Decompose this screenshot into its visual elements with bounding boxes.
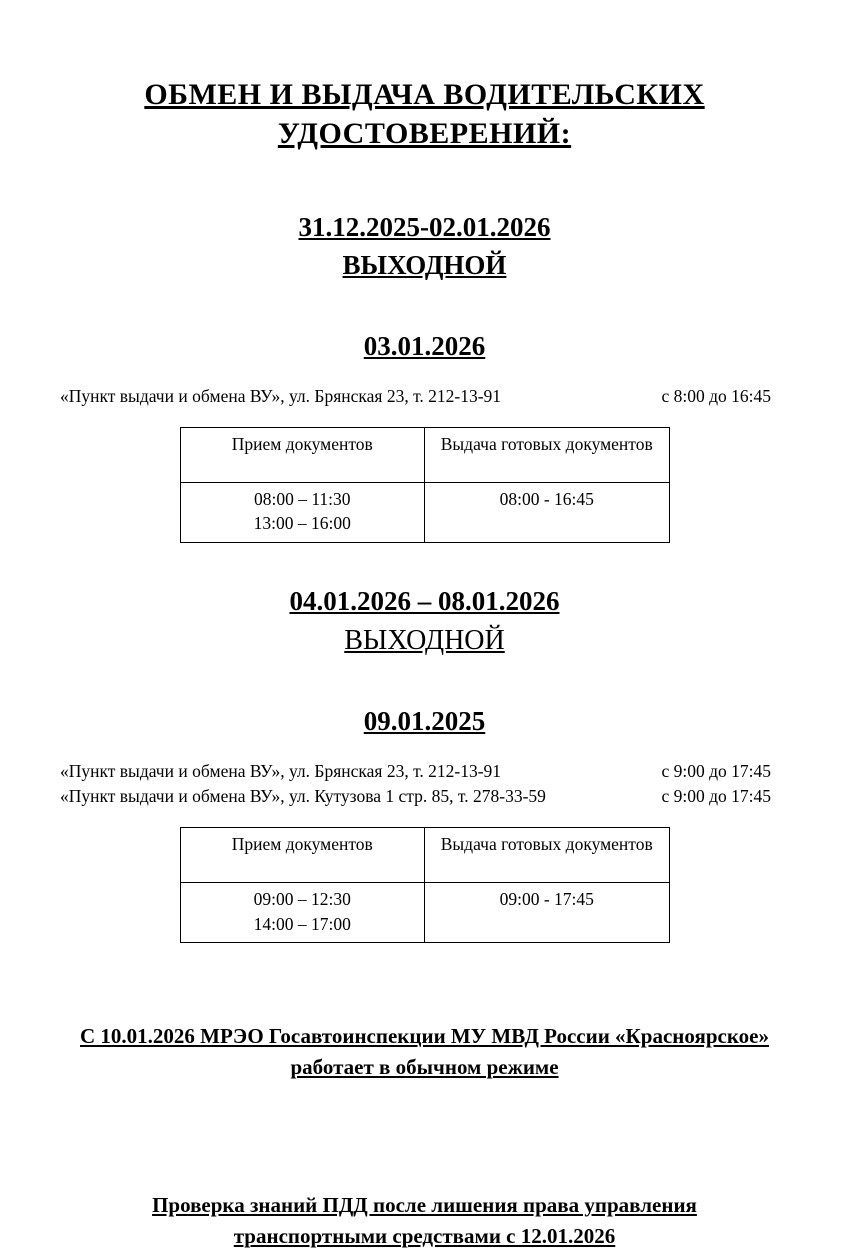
day-2-date-heading: 09.01.2025 (363, 705, 486, 736)
page-title: ОБМЕН И ВЫДАЧА ВОДИТЕЛЬСКИХ УДОСТОВЕРЕНИЙ: (144, 78, 705, 150)
holiday-period-2 (0, 585, 849, 658)
normal-schedule-note: С 10.01.2026 МРЭО Госавтоинспекции МУ МВД России «Красноярское» работает в обычном режиме (80, 1024, 769, 1079)
column-header-issuance: Выдача готовых документов (425, 828, 670, 883)
column-header-issuance: Выдача готовых документов (425, 427, 670, 482)
location-name: «Пункт выдачи и обмена ВУ», ул. Кутузова 1 стр. 85, т. 278-33-59 (60, 786, 546, 806)
location-name: «Пункт выдачи и обмена ВУ», ул. Брянская 23, т. 212-13-91 (60, 760, 502, 781)
table-header-row (180, 828, 669, 883)
pdd-exam-note: Проверка знаний ПДД после лишения права управления транспортными средствами с 12.01.2026 (152, 1193, 697, 1248)
column-header-reception: Прием документов (180, 427, 425, 482)
location-name: «Пункт выдачи и обмена ВУ», ул. Брянская 23, т. 212-13-91 (60, 385, 502, 406)
holiday-period-1 (0, 211, 849, 283)
location-hours: с 9:00 до 17:45 (661, 786, 771, 806)
reception-hours-line-1: 08:00 – 11:30 (253, 488, 351, 509)
holiday-2-label: ВЫХОДНОЙ (344, 624, 505, 656)
table-header-row (180, 427, 669, 482)
location-line (60, 384, 771, 409)
location-line (60, 784, 771, 809)
reception-hours-cell (180, 883, 425, 943)
issuance-hours-line-1: 09:00 - 17:45 (499, 889, 594, 910)
table-row (180, 482, 669, 542)
day-1-locations (60, 384, 771, 409)
location-hours: с 8:00 до 16:45 (661, 385, 771, 406)
column-header-reception: Прием документов (180, 828, 425, 883)
issuance-hours-line-1: 08:00 - 16:45 (499, 488, 594, 509)
table-row (180, 883, 669, 943)
issuance-hours-cell (425, 482, 670, 542)
day-1-schedule-table (180, 427, 670, 543)
location-line (60, 759, 771, 784)
reception-hours-line-2: 13:00 – 16:00 (253, 513, 351, 534)
day-2-schedule-table (180, 827, 670, 943)
reception-hours-line-1: 09:00 – 12:30 (253, 889, 351, 910)
location-hours: с 9:00 до 17:45 (661, 760, 771, 781)
issuance-hours-cell (425, 883, 670, 943)
day-1-date-heading: 03.01.2026 (363, 330, 486, 361)
holiday-2-dates: 04.01.2026 – 08.01.2026 (289, 585, 560, 616)
reception-hours-line-2: 14:00 – 17:00 (253, 913, 351, 934)
holiday-1-dates: 31.12.2025-02.01.2026 (298, 212, 551, 242)
reception-hours-cell (180, 482, 425, 542)
holiday-1-label: ВЫХОДНОЙ (342, 249, 507, 280)
day-2-locations (60, 759, 771, 810)
